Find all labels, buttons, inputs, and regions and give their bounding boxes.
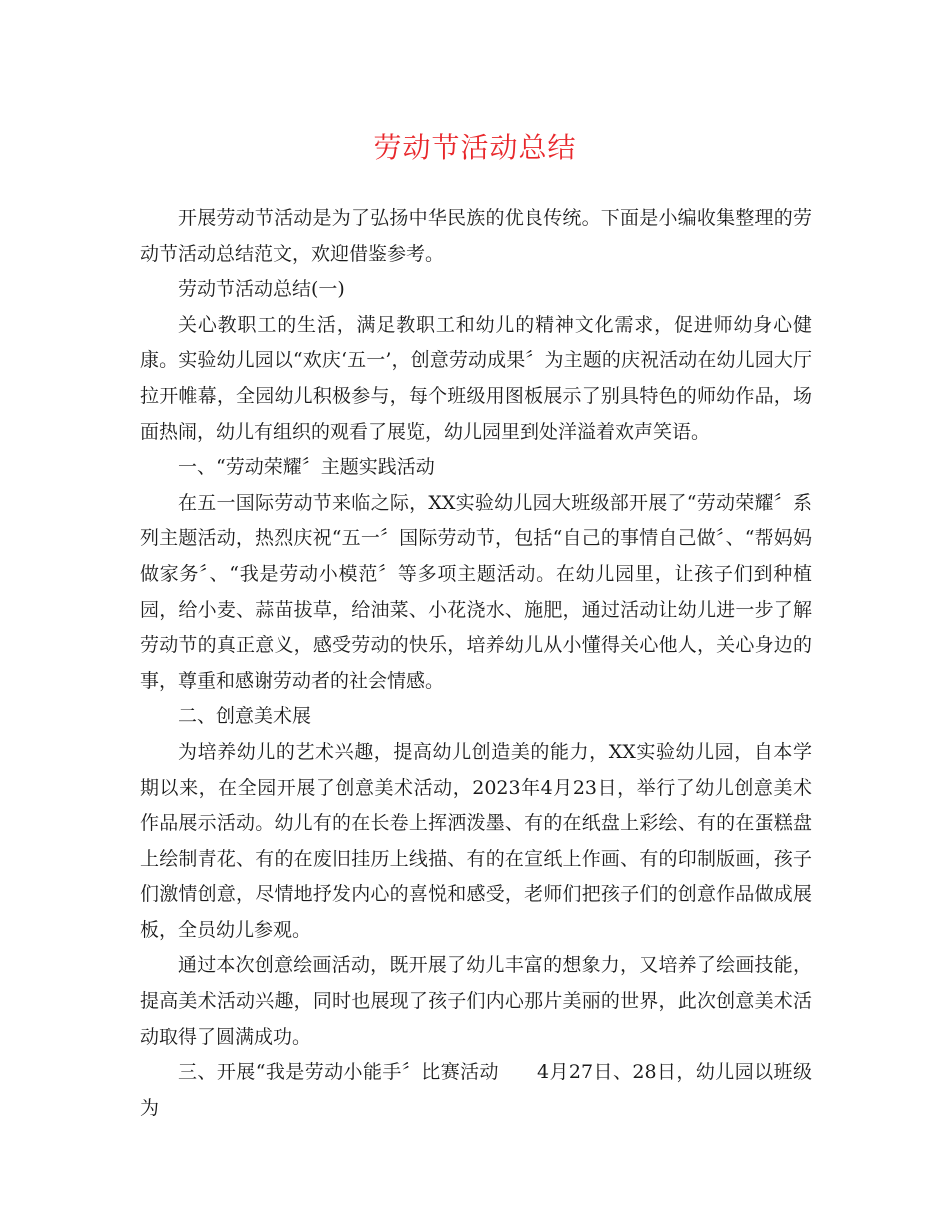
- paragraph-4: 通过本次创意绘画活动，既开展了幼儿丰富的想象力，又培养了绘画技能，提高美术活动兴趣，同时也展现了孩子们内心那片美丽的世界，此次创意美术活动取得了圆满成功。: [140, 954, 812, 1048]
- paragraph-2: 在五一国际劳动节来临之际，XX实验幼儿园大班级部开展了“劳动荣耀〞系列主题活动，热烈庆祝“五一〞国际劳动节，包括“自己的事情自己做〞、“帮妈妈做家务〞、“我是劳动小模范〞等多项主题活动。在幼儿园里，让孩子们到种植园，给小麦、蒜苗拔草，给油菜、小花浇水、施肥，通过活动让幼儿进一步了解劳动节的真正意义，感受劳动的快乐，培养幼儿从小懂得关心他人，关心身边的事，尊重和感谢劳动者的社会情感。: [140, 491, 812, 692]
- heading-3-continuation: 4月27日、28日，幼儿园以班级为: [140, 1061, 812, 1119]
- page-title: 劳动节活动总结: [373, 131, 577, 164]
- heading-3-line: [140, 1055, 812, 1126]
- heading-2: 二、创意美术展: [178, 705, 312, 728]
- section-subtitle: 劳动节活动总结(一): [178, 278, 345, 301]
- heading-1: 一、“劳动荣耀〞主题实践活动: [178, 456, 435, 479]
- heading-3: 三、开展“我是劳动小能手〞比赛活动: [178, 1061, 499, 1084]
- intro-paragraph: 开展劳动节活动是为了弘扬中华民族的优良传统。下面是小编收集整理的劳动节活动总结范文，欢迎借鉴参考。: [140, 207, 812, 265]
- paragraph-1: 关心教职工的生活，满足教职工和幼儿的精神文化需求，促进师幼身心健康。实验幼儿园以“欢庆‘五一’，创意劳动成果〞为主题的庆祝活动在幼儿园大厅拉开帷幕，全园幼儿积极参与，每个班级用图板展示了别具特色的师幼作品，场面热闹，幼儿有组织的观看了展览，幼儿园里到处洋溢着欢声笑语。: [140, 313, 812, 443]
- paragraph-3: 为培养幼儿的艺术兴趣，提高幼儿创造美的能力，XX实验幼儿园，自本学期以来，在全园开展了创意美术活动，2023年4月23日，举行了幼儿创意美术作品展示活动。幼儿有的在长卷上挥洒泼墨、有的在纸盘上彩绘、有的在蛋糕盘上绘制青花、有的在废旧挂历上线描、有的在宣纸上作画、有的印制版画，孩子们激情创意，尽情地抒发内心的喜悦和感受，老师们把孩子们的创意作品做成展板，全员幼儿参观。: [140, 740, 812, 941]
- document-body: [140, 201, 812, 1126]
